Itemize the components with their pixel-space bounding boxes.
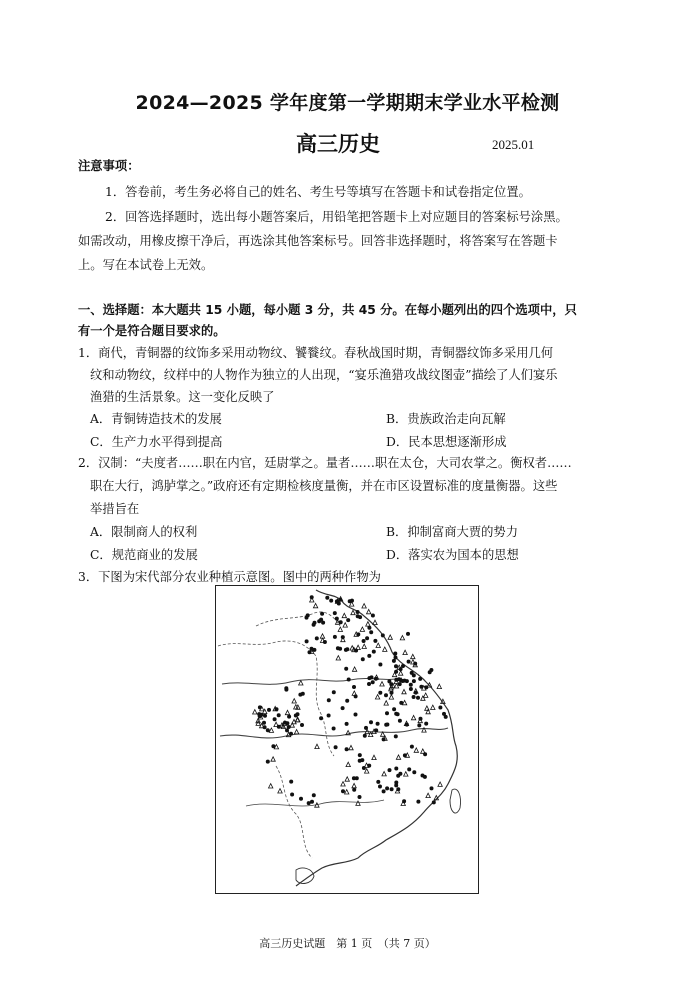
crop-marker-a <box>335 617 339 621</box>
crop-marker-b <box>299 681 303 685</box>
crop-marker-a <box>320 612 324 616</box>
exam-date: 2025.01 <box>492 137 535 152</box>
crop-marker-b <box>351 610 355 614</box>
crop-marker-a <box>367 682 371 686</box>
notice-item-2-line-3: 上。写在本试卷上无效。 <box>78 258 214 272</box>
crop-marker-a <box>414 691 418 695</box>
crop-marker-a <box>305 616 309 620</box>
crop-marker-a <box>416 800 420 804</box>
crop-marker-a <box>332 727 336 731</box>
crop-marker-b <box>402 689 406 693</box>
crop-marker-a <box>363 734 367 738</box>
border-west <box>218 641 334 756</box>
crop-marker-b <box>294 730 298 734</box>
page-footer: 高三历史试题 第 1 页 （共 7 页） <box>259 937 436 950</box>
island-hainan <box>296 868 314 883</box>
q2-option-a: A．限制商人的权利 <box>90 525 198 539</box>
q2-option-c: C．规范商业的发展 <box>90 548 198 562</box>
crop-marker-a <box>319 618 323 622</box>
q1-stem-line-2: 纹和动物纹，纹样中的人物作为独立的人出现，“宴乐渔猎攻战纹图壶”描绘了人们宴乐 <box>90 368 558 382</box>
crop-marker-a <box>333 611 337 615</box>
crop-marker-a <box>345 747 349 751</box>
crop-marker-a <box>421 774 425 778</box>
crop-marker-a <box>378 691 382 695</box>
crop-marker-b <box>424 693 428 697</box>
crop-marker-a <box>392 707 396 711</box>
crop-marker-b <box>431 705 435 709</box>
crop-marker-a <box>259 713 263 717</box>
crop-marker-a <box>332 690 336 694</box>
crop-marker-b <box>349 745 353 749</box>
crop-marker-a <box>352 685 356 689</box>
crop-marker-b <box>362 604 366 608</box>
crop-marker-a <box>394 734 398 738</box>
crop-marker-a <box>409 683 413 687</box>
crop-marker-b <box>384 701 388 705</box>
crop-marker-b <box>338 627 342 631</box>
crop-marker-a <box>290 793 294 797</box>
crop-marker-b <box>342 613 346 617</box>
crop-marker-a <box>341 789 345 793</box>
notice-item-2-line-2: 如需改动，用橡皮擦干净后，再选涂其他答案标号。回答非选择题时，将答案写在答题卡 <box>78 234 558 248</box>
section-heading-line-2: 有一个是符合题目要求的。 <box>78 324 226 338</box>
crop-marker-b <box>375 695 379 699</box>
crop-marker-a <box>327 714 331 718</box>
crop-marker-a <box>301 692 305 696</box>
crop-marker-b <box>315 744 319 748</box>
crop-marker-b <box>360 627 364 631</box>
crop-marker-a <box>356 614 360 618</box>
crop-marker-b <box>438 782 442 786</box>
crop-marker-b <box>345 790 349 794</box>
notice-item-1: 1．答卷前，考生务必将自己的姓名、考生号等填写在答题卡和试卷指定位置。 <box>105 185 531 199</box>
crop-marker-b <box>411 654 415 658</box>
q1-option-a: A．青铜铸造技术的发展 <box>90 412 222 426</box>
crop-marker-b <box>367 609 371 613</box>
crop-marker-b <box>388 635 392 639</box>
crop-marker-a <box>396 712 400 716</box>
crop-marker-a <box>352 788 356 792</box>
crop-marker-b <box>403 650 407 654</box>
crop-marker-a <box>344 667 348 671</box>
crop-marker-b <box>399 671 403 675</box>
crop-marker-a <box>273 717 277 721</box>
crop-marker-b <box>343 623 347 627</box>
crop-marker-a <box>401 679 405 683</box>
crop-marker-a <box>296 712 300 716</box>
crop-marker-a <box>382 789 386 793</box>
crop-marker-a <box>262 721 266 725</box>
crop-marker-a <box>289 780 293 784</box>
crop-marker-a <box>419 717 423 721</box>
song-dynasty-crop-map <box>215 585 479 894</box>
island-taiwan <box>450 789 461 813</box>
crop-marker-a <box>442 712 446 716</box>
crop-marker-a <box>412 695 416 699</box>
crop-marker-b <box>372 755 376 759</box>
crop-marker-a <box>369 720 373 724</box>
crop-marker-a <box>329 599 333 603</box>
crop-marker-a <box>407 660 411 664</box>
crop-marker-a <box>373 639 377 643</box>
crop-marker-a <box>315 636 319 640</box>
crop-marker-b <box>411 660 415 664</box>
crop-marker-a <box>401 664 405 668</box>
crop-marker-a <box>424 722 428 726</box>
section-heading-line-1: 一、选择题：本大题共 15 小题，每小题 3 分，共 45 分。在每小题列出的四个选项中，只 <box>78 303 577 317</box>
crop-marker-a <box>266 760 270 764</box>
crop-marker-a <box>338 647 342 651</box>
crop-marker-a <box>376 722 380 726</box>
exam-title: 2024—2025 学年度第一学期期末学业水平检测 <box>135 92 560 114</box>
crop-marker-a <box>356 610 360 614</box>
crop-marker-a <box>367 626 371 630</box>
crop-marker-b <box>389 695 393 699</box>
crop-marker-a <box>300 723 304 727</box>
crop-marker-a <box>305 639 309 643</box>
crop-marker-a <box>358 759 362 763</box>
crop-marker-b <box>426 793 430 797</box>
crop-marker-a <box>378 663 382 667</box>
crop-marker-b <box>285 710 289 714</box>
crop-marker-b <box>271 757 275 761</box>
crop-marker-a <box>399 701 403 705</box>
crop-marker-a <box>418 677 422 681</box>
crop-marker-a <box>312 648 316 652</box>
crop-marker-a <box>371 614 375 618</box>
crop-marker-a <box>393 652 397 656</box>
crop-marker-b <box>253 710 257 714</box>
map-figure <box>216 586 478 893</box>
crop-marker-a <box>338 598 342 602</box>
crop-marker-a <box>417 723 421 727</box>
border-south <box>276 766 312 858</box>
crop-marker-a <box>432 800 436 804</box>
crop-marker-b <box>269 784 273 788</box>
crop-marker-a <box>376 780 380 784</box>
crop-marker-a <box>412 770 416 774</box>
crop-marker-b <box>383 647 387 651</box>
crop-marker-a <box>387 679 391 683</box>
crop-marker-a <box>319 716 323 720</box>
crop-marker-b <box>352 783 356 787</box>
q1-option-b: B．贵族政治走向瓦解 <box>386 412 506 426</box>
crop-marker-a <box>325 596 329 600</box>
crop-marker-b <box>382 772 386 776</box>
notice-heading: 注意事项： <box>78 159 140 173</box>
crop-marker-b <box>345 777 349 781</box>
crop-marker-a <box>394 783 398 787</box>
crop-marker-a <box>392 659 396 663</box>
crop-marker-a <box>410 745 414 749</box>
crop-marker-b <box>411 715 415 719</box>
crop-marker-a <box>396 774 400 778</box>
river-south <box>246 800 384 806</box>
crop-marker-a <box>348 599 352 603</box>
crop-marker-b <box>352 667 356 671</box>
crop-marker-b <box>352 691 356 695</box>
crop-marker-a <box>341 706 345 710</box>
crop-marker-a <box>398 719 402 723</box>
crop-marker-a <box>385 711 389 715</box>
crop-marker-a <box>430 786 434 790</box>
crop-marker-a <box>367 676 371 680</box>
crop-marker-a <box>345 647 349 651</box>
crop-marker-a <box>384 693 388 697</box>
crop-marker-a <box>345 699 349 703</box>
crop-marker-a <box>394 767 398 771</box>
crop-marker-a <box>323 640 327 644</box>
crop-marker-b <box>346 762 350 766</box>
crop-marker-a <box>367 654 371 658</box>
crop-marker-a <box>263 714 267 718</box>
crop-marker-a <box>372 650 376 654</box>
crop-marker-a <box>362 639 366 643</box>
crop-markers <box>253 595 448 807</box>
crop-marker-a <box>412 673 416 677</box>
crop-marker-a <box>423 752 427 756</box>
crop-marker-a <box>354 713 358 717</box>
q1-option-c: C．生产力水平得到提高 <box>90 435 223 449</box>
crop-marker-a <box>327 698 331 702</box>
crop-marker-a <box>369 630 373 634</box>
crop-marker-b <box>313 603 317 607</box>
crop-marker-a <box>365 636 369 640</box>
crop-marker-b <box>421 696 425 700</box>
crop-marker-b <box>366 622 370 626</box>
crop-marker-b <box>336 656 340 660</box>
crop-marker-a <box>285 728 289 732</box>
q1-option-d: D．民本思想逐渐形成 <box>386 435 507 449</box>
crop-marker-a <box>287 725 291 729</box>
crop-marker-b <box>380 682 384 686</box>
crop-marker-a <box>346 618 350 622</box>
crop-marker-a <box>381 633 385 637</box>
crop-marker-a <box>407 767 411 771</box>
crop-marker-a <box>333 635 337 639</box>
crop-marker-a <box>362 766 366 770</box>
crop-marker-a <box>358 753 362 757</box>
crop-marker-b <box>341 782 345 786</box>
crop-marker-a <box>412 679 416 683</box>
crop-marker-a <box>267 708 271 712</box>
crop-marker-b <box>356 645 360 649</box>
crop-marker-b <box>362 644 366 648</box>
q2-option-b: B．抑制富商大贾的势力 <box>386 525 519 539</box>
crop-marker-a <box>419 685 423 689</box>
q3-stem-line-1: 3．下图为宋代部分农业种植示意图。图中的两种作物为 <box>78 570 381 584</box>
crop-marker-a <box>385 786 389 790</box>
q2-stem-line-1: 2．汉制：“夫度者……职在内官，廷尉掌之。量者……职在太仓，大司农掌之。衡权者…… <box>78 456 572 470</box>
crop-marker-a <box>364 726 368 730</box>
crop-marker-b <box>269 728 273 732</box>
crop-marker-b <box>373 620 377 624</box>
crop-marker-a <box>312 623 316 627</box>
crop-marker-b <box>414 748 418 752</box>
crop-marker-a <box>266 728 270 732</box>
crop-marker-b <box>396 755 400 759</box>
crop-marker-a <box>394 664 398 668</box>
notice-item-2-line-1: 2．回答选择题时，选出每小题答案后，用铅笔把答题卡上对应题目的答案标号涂黑。 <box>105 210 568 224</box>
crop-marker-b <box>404 772 408 776</box>
crop-marker-b <box>296 717 300 721</box>
crop-marker-a <box>355 776 359 780</box>
crop-marker-a <box>394 656 398 660</box>
crop-marker-a <box>388 768 392 772</box>
q2-stem-line-2: 职在大行，鸿胪掌之。”政府还有定期检核度量衡，并在市区设置标准的度量衡器。这些 <box>90 479 558 493</box>
crop-marker-b <box>437 684 441 688</box>
q1-stem-line-3: 渔猎的生活景象。这一变化反映了 <box>90 390 275 404</box>
coastline <box>296 590 457 886</box>
crop-marker-a <box>284 688 288 692</box>
crop-marker-b <box>292 699 296 703</box>
crop-marker-a <box>361 657 365 661</box>
crop-marker-a <box>429 668 433 672</box>
crop-marker-a <box>347 678 351 682</box>
crop-marker-a <box>403 753 407 757</box>
crop-marker-b <box>376 643 380 647</box>
crop-marker-a <box>299 797 303 801</box>
crop-marker-a <box>385 723 389 727</box>
q2-stem-line-3: 举措旨在 <box>90 502 140 516</box>
crop-marker-a <box>438 706 442 710</box>
crop-marker-a <box>416 696 420 700</box>
crop-marker-a <box>358 795 362 799</box>
crop-marker-a <box>289 732 293 736</box>
crop-marker-a <box>334 745 338 749</box>
crop-marker-a <box>277 713 281 717</box>
crop-marker-a <box>409 687 413 691</box>
crop-marker-b <box>274 722 278 726</box>
crop-marker-a <box>390 787 394 791</box>
crop-marker-a <box>396 787 400 791</box>
crop-marker-a <box>406 632 410 636</box>
crop-marker-a <box>371 680 375 684</box>
crop-marker-a <box>287 715 291 719</box>
q2-option-d: D．落实农为国本的思想 <box>386 548 519 562</box>
crop-marker-a <box>402 799 406 803</box>
crop-marker-a <box>307 801 311 805</box>
q1-stem-line-1: 1．商代，青铜器的纹饰多采用动物纹、饕餮纹。春秋战国时期，青铜器纹饰多采用几何 <box>78 346 554 360</box>
crop-marker-b <box>356 801 360 805</box>
crop-marker-b <box>400 636 404 640</box>
crop-marker-a <box>337 602 341 606</box>
crop-marker-a <box>378 785 382 789</box>
crop-marker-a <box>312 793 316 797</box>
border-north <box>256 612 340 626</box>
subject-title: 高三历史 <box>296 132 380 156</box>
crop-marker-b <box>278 789 282 793</box>
crop-marker-a <box>345 722 349 726</box>
